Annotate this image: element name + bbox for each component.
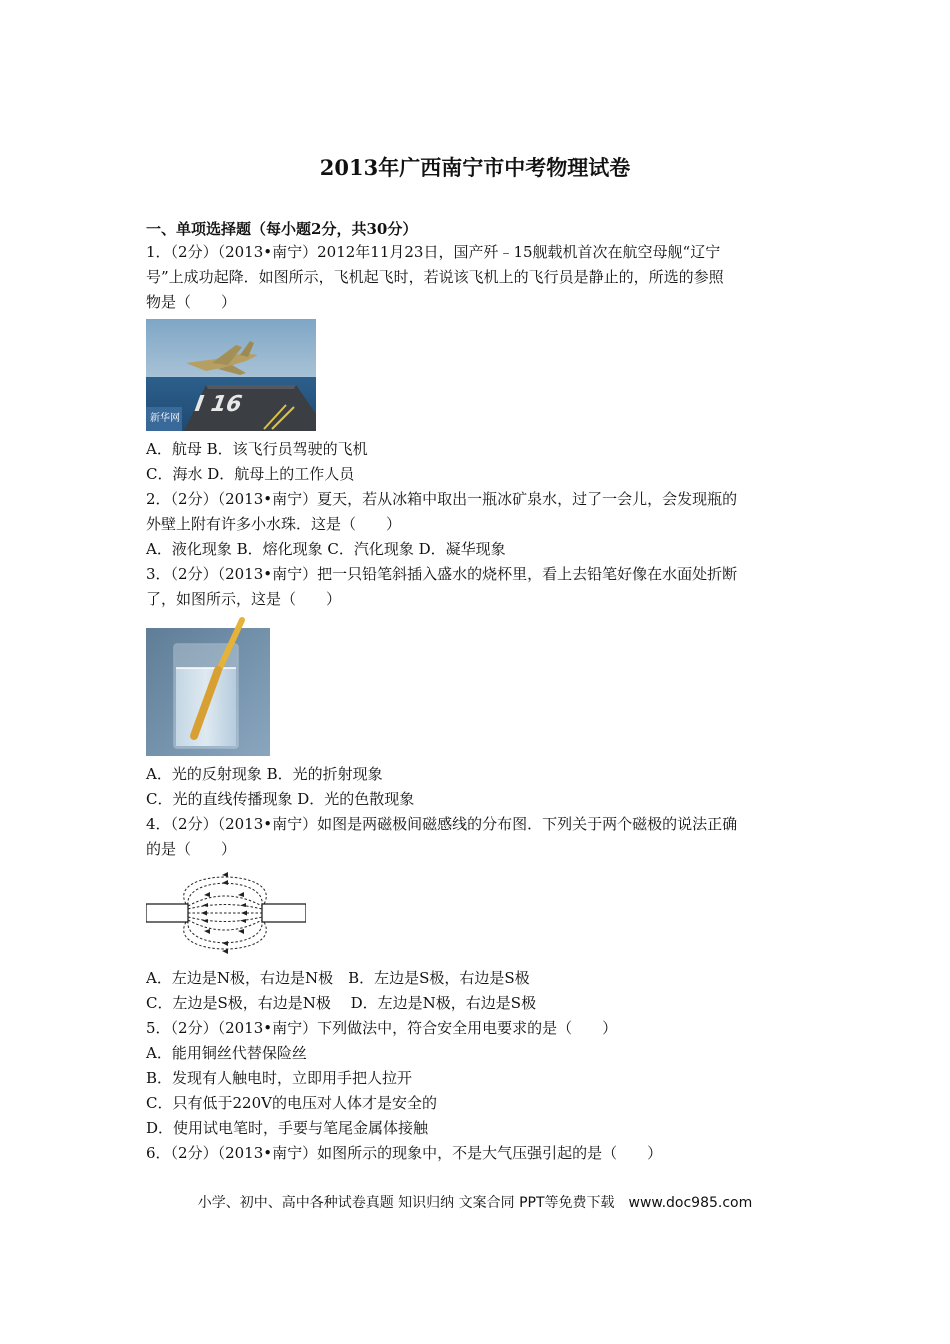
pencil-in-water-image	[146, 616, 270, 756]
option-line: A．航母 B．该飞行员驾驶的飞机	[146, 440, 368, 458]
question-text: 了，如图所示，这是（ ）	[146, 590, 342, 608]
option-line: C．海水 D．航母上的工作人员	[146, 465, 355, 483]
question-list	[146, 240, 810, 1166]
section-heading: 一、单项选择题（每小题2分，共30分）	[146, 220, 418, 238]
question-6	[146, 1141, 810, 1166]
watermark-text: 新华网	[150, 413, 180, 424]
question-1	[146, 240, 810, 487]
option-line: D．使用试电笔时，手要与笔尾金属体接触	[146, 1119, 429, 1137]
jet-takeoff-figure	[146, 319, 810, 431]
question-text: 4．（2分）（2013•南宁）如图是两磁极间磁感线的分布图．下列关于两个磁极的说法正确	[146, 815, 738, 833]
question-3	[146, 562, 810, 812]
option-line: C．只有低于220V的电压对人体才是安全的	[146, 1094, 437, 1112]
pencil-in-water-figure	[146, 616, 810, 756]
question-text: 3．（2分）（2013•南宁）把一只铅笔斜插入盛水的烧杯里，看上去铅笔好像在水面处折断	[146, 565, 738, 583]
question-2	[146, 487, 810, 562]
jet-takeoff-image	[146, 319, 316, 431]
option-line: C．左边是S极，右边是N极 D．左边是N极，右边是S极	[146, 994, 537, 1012]
magnetic-field-diagram	[146, 866, 306, 960]
option-line: A．能用铜丝代替保险丝	[146, 1044, 307, 1062]
question-text: 物是（ ）	[146, 293, 237, 311]
option-line: C．光的直线传播现象 D．光的色散现象	[146, 790, 415, 808]
question-4	[146, 812, 810, 1016]
page-title: 2013年广西南宁市中考物理试卷	[319, 155, 631, 180]
option-line: A．光的反射现象 B．光的折射现象	[146, 765, 383, 783]
option-line: B．发现有人触电时，立即用手把人拉开	[146, 1069, 413, 1087]
question-text: 5．（2分）（2013•南宁）下列做法中，符合安全用电要求的是（ ）	[146, 1019, 618, 1037]
question-5	[146, 1016, 810, 1141]
question-text: 2．（2分）（2013•南宁）夏天，若从冰箱中取出一瓶冰矿泉水，过了一会儿，会发现瓶的	[146, 490, 738, 508]
option-line: A．左边是N极，右边是N极 B．左边是S极，右边是S极	[146, 969, 530, 987]
question-text: 的是（ ）	[146, 840, 237, 858]
question-text: 1．（2分）（2013•南宁）2012年11月23日，国产歼﹣15舰载机首次在航空母舰“辽宁	[146, 243, 721, 261]
question-text: 外壁上附有许多小水珠．这是（ ）	[146, 515, 402, 533]
option-line: A．液化现象 B．熔化现象 C．汽化现象 D．凝华现象	[146, 540, 506, 558]
magnetic-field-figure	[146, 866, 810, 960]
footer-text: 小学、初中、高中各种试卷真题 知识归纳 文案合同 PPT等免费下载 www.doc985.com	[197, 1195, 753, 1211]
svg-text:I 16: I 16	[190, 391, 247, 417]
question-text: 6．（2分）（2013•南宁）如图所示的现象中，不是大气压强引起的是（ ）	[146, 1144, 663, 1162]
question-text: 号”上成功起降．如图所示，飞机起飞时，若说该飞机上的飞行员是静止的，所选的参照	[146, 268, 724, 286]
